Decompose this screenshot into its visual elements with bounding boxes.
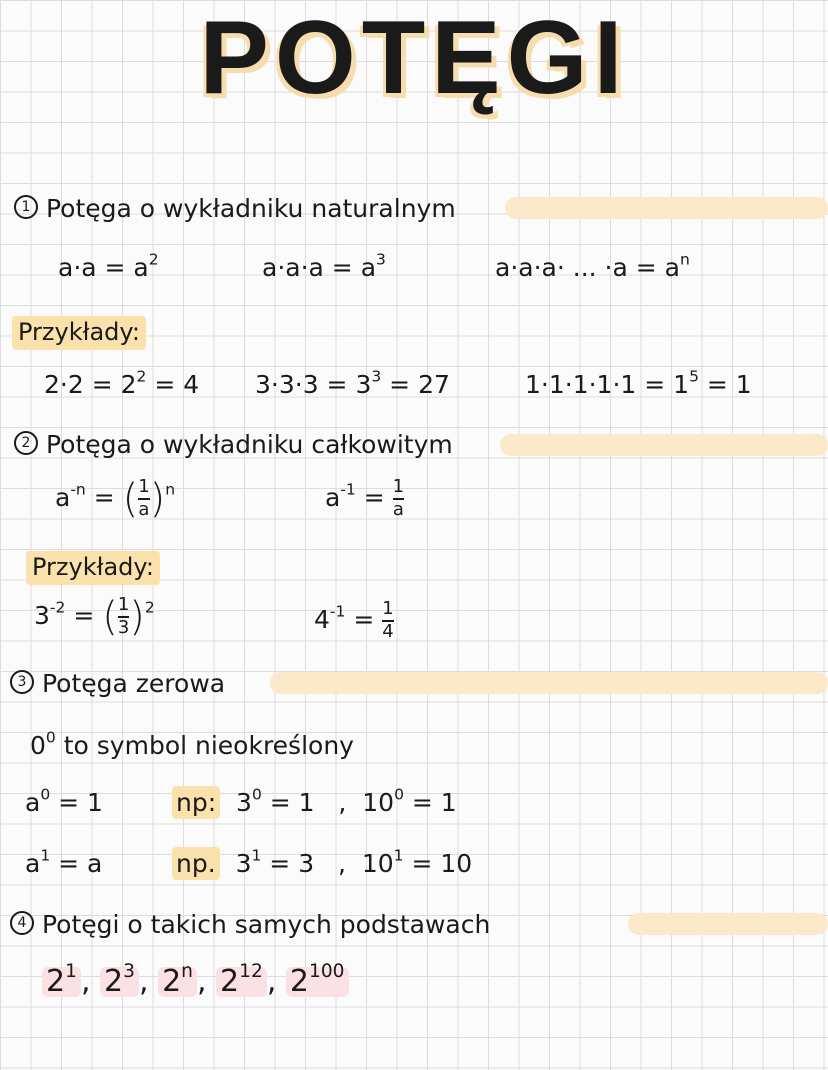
power-item: 2$^n$: [158, 967, 197, 997]
section-number: 4: [10, 911, 34, 935]
examples-label: Przykłady:: [26, 551, 160, 585]
section-number: 2: [14, 431, 38, 455]
section-number: 3: [10, 670, 34, 694]
section-number: 1: [14, 195, 38, 219]
heading-highlight-bar: [505, 197, 828, 219]
heading-highlight-bar: [500, 434, 828, 456]
heading-highlight-bar: [628, 913, 828, 935]
example: $3\cdot 3\cdot 3 = 3^3 = 27$: [255, 367, 450, 399]
examples-label: Przykłady:: [12, 316, 146, 350]
example: $3^{-2}$ = ( $\frac{1}{3}$ )$^2$: [34, 593, 155, 640]
formula: $a\cdot a\cdot a = a^3$: [262, 250, 386, 282]
rule-row-examples: np: $3^0 = 1$ , $10^0 = 1$: [172, 790, 457, 815]
example: $4^{-1}$ = $\frac{1}{4}$: [314, 598, 394, 642]
powers-list: $2^1$ , $2^3$ , 2$^n$ , $2^{12}$ , $2^{100}$: [42, 967, 349, 997]
heading-highlight-bar: [270, 672, 828, 694]
rule-row-examples: np. $3^1 = 3$ , $10^1 = 10$: [172, 851, 472, 876]
power-item: $2^3$: [100, 967, 139, 997]
section-3-heading: 3 Potęga zerowa: [10, 671, 225, 697]
section-1-heading: 1 Potęga o wykładniku naturalnym: [14, 196, 456, 222]
power-item: $2^1$: [42, 967, 81, 997]
formula: a·a·a· ... $\cdot a = a^n$: [495, 250, 690, 282]
formula: $a^{-1}$ = $\frac{1}{a}$: [325, 476, 405, 520]
formula: $a\cdot a = a^2$: [58, 250, 159, 282]
example: $2\cdot 2 = 2^2 = 4$: [44, 367, 200, 399]
rule-row: $a^1 = a$: [25, 846, 103, 878]
statement: $0^0$ to symbol nieokreślony: [30, 728, 354, 760]
formula: $a^{-n}$ = ( $\frac{1}{a}$ )$^n$: [55, 475, 176, 522]
rule-row: $a^0 = 1$: [25, 785, 103, 817]
example: $1\cdot 1\cdot 1\cdot 1\cdot 1 = 1^5 = 1$: [525, 367, 752, 399]
page-title: POTĘGI: [199, 0, 629, 116]
section-2-heading: 2 Potęga o wykładniku całkowitym: [14, 432, 453, 458]
power-item: $2^{12}$: [216, 967, 267, 997]
power-item: $2^{100}$: [286, 967, 349, 997]
section-4-heading: 4 Potęgi o takich samych podstawach: [10, 912, 490, 938]
